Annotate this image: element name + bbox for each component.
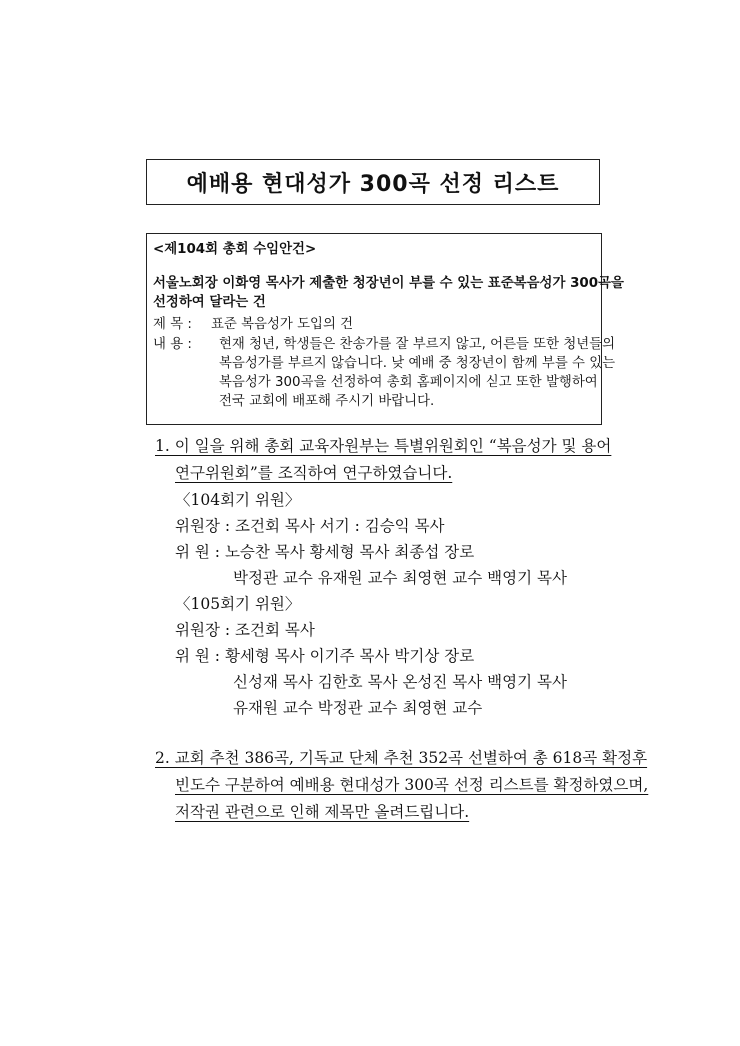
agenda-header: <제104회 총회 수임안건>	[153, 242, 317, 257]
section-2-line-1: 2. 교회 추천 386곡, 기독교 단체 추천 352곡 선별하여 총 618곡 확정후	[155, 749, 648, 767]
agenda-subject-line-2: 선정하여 달라는 건	[153, 295, 266, 310]
section-2-line-3: 저작권 관련으로 인해 제목만 올려드립니다.	[175, 803, 470, 821]
agenda-content-line: 복음성가를 부르지 않습니다. 낮 예배 중 청장년이 함께 부를 수 있는	[219, 356, 616, 371]
section-2-line-2: 빈도수 구분하여 예배용 현대성가 300곡 선정 리스트를 확정하였으며,	[175, 776, 649, 794]
agenda-content	[219, 335, 615, 411]
term-104-members-2: 박정관 교수 유재원 교수 최영현 교수 백영기 목사	[233, 569, 567, 587]
page-title: 예배용 현대성가 300곡 선정 리스트	[186, 171, 560, 197]
agenda-box	[146, 233, 624, 425]
term-105-chair: 위원장 : 조건회 목사	[175, 621, 315, 639]
term-105-members-2: 신성재 목사 김한호 목사 온성진 목사 백영기 목사	[233, 673, 567, 691]
term-105-members-1: 위 원 : 황세형 목사 이기주 목사 박기상 장로	[175, 647, 475, 665]
term-104-members-1: 위 원 : 노승찬 목사 황세형 목사 최종섭 장로	[175, 543, 475, 561]
agenda-content-line: 현재 청년, 학생들은 찬송가를 잘 부르지 않고, 어른들 또한 청년들의	[219, 337, 616, 352]
section-1-line-2: 연구위원회”를 조직하여 연구하였습니다.	[175, 464, 453, 482]
agenda-subject-line-1: 서울노회장 이화영 목사가 제출한 청장년이 부를 수 있는 표준복음성가 300곡을	[153, 276, 624, 291]
term-105-header: 〈105회기 위원〉	[175, 595, 301, 613]
agenda-title-value: 표준 복음성가 도입의 건	[211, 317, 354, 332]
agenda-title-label: 제 목 :	[153, 317, 192, 332]
agenda-content-label-wrap	[153, 335, 211, 354]
term-104-chair: 위원장 : 조건회 목사 서기 : 김승익 목사	[175, 517, 445, 535]
term-105-members-3: 유재원 교수 박정관 교수 최영현 교수	[233, 699, 483, 717]
agenda-content-line: 복음성가 300곡을 선정하여 총회 홈페이지에 싣고 또한 발행하여	[219, 375, 598, 390]
agenda-content-label: 내 용 :	[153, 337, 192, 352]
section-1-line-1: 1. 이 일을 위해 총회 교육자원부는 특별위원회인 “복음성가 및 용어	[155, 437, 612, 455]
term-104-header: 〈104회기 위원〉	[175, 491, 301, 509]
page-title-box	[146, 159, 600, 205]
agenda-content-line: 전국 교회에 배포해 주시기 바랍니다.	[219, 394, 435, 409]
agenda-title-field	[153, 315, 353, 334]
